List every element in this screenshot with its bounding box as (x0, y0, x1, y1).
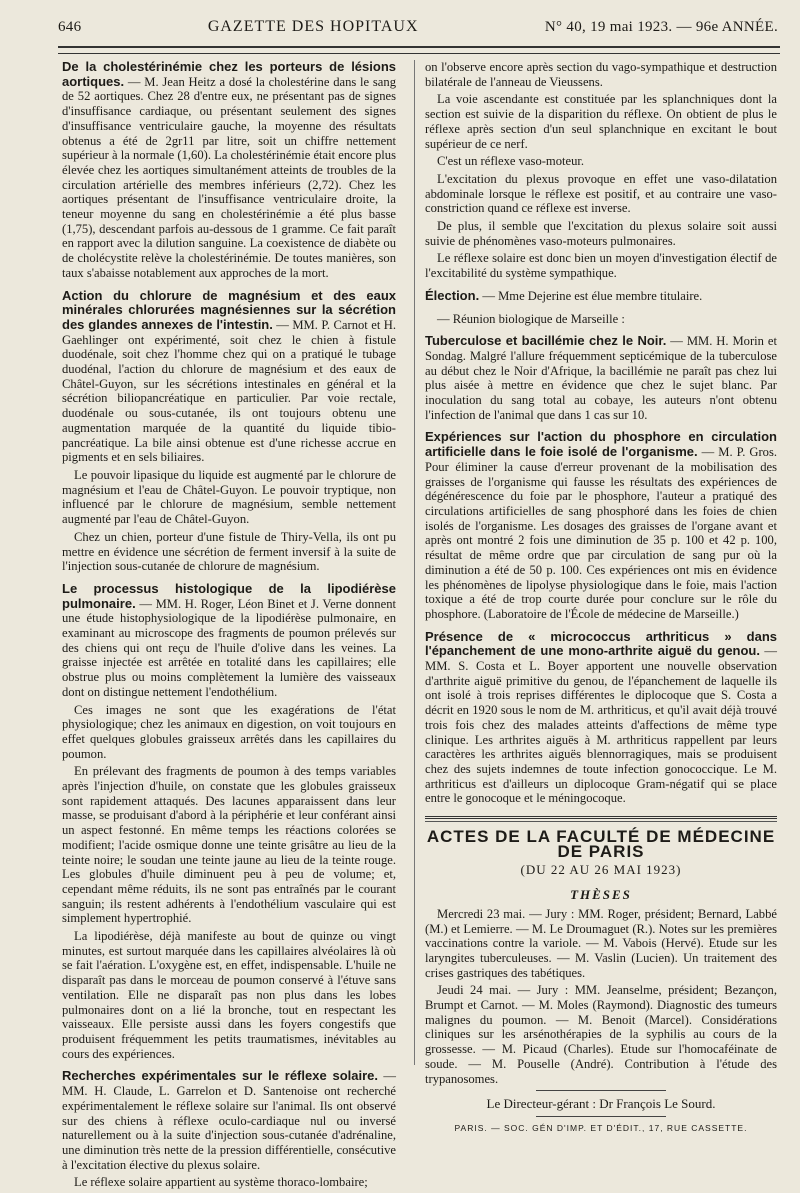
page-number: 646 (58, 19, 82, 35)
article-title: Recherches expérimentales sur le réflexe solaire. (62, 1068, 379, 1084)
theses-wednesday: Mercredi 23 mai. — Jury : MM. Roger, président; Bernard, Labbé (M.) et Lemierre. — M. Le Droumaguet (R.). Notes sur les premières vaccinations contre la variole. — M. Vabois (Hervé). Etude sur les laryngites tuberculeuses. — M. Vaslin (Lucien). Un traitement des crises gastriques des tabétiques. (425, 906, 777, 980)
article-magnesium (62, 289, 396, 465)
theses-heading: THÈSES (570, 887, 632, 903)
right-column (425, 60, 777, 1136)
journal-title: GAZETTE DES HOPITAUX (207, 18, 419, 35)
paragraph: Le pouvoir lipasique du liquide est augmenté par le chlorure de magnésium et l'eau de Châtel-Guyon. Le pouvoir tryptique, non influencé par le chlorure de magnésium, semble nettement augmenté par l'eau de Châtel-Guyon. (62, 467, 396, 527)
issue-info: N° 40, 19 mai 1923. — 96e ANNÉE. (544, 19, 778, 35)
paragraph: L'excitation du plexus provoque en effet une vaso-dilatation abdominale lorsque le réflexe est positif, et au contraire une vaso-constriction quand ce réflexe est inverse. (425, 171, 777, 216)
director-line: Le Directeur-gérant : Dr François Le Sourd. (486, 1096, 716, 1112)
article-title: De la cholestérinémie chez les porteurs de lésions aortiques. (62, 59, 396, 89)
article-body: — MM. P. Carnot et H. Gaehlinger ont expérimenté, soit chez le chien à fistule duodénale, soit chez l'homme chez qui on a pratiqué le tubage duodénal, l'action du chlorure de magnésium et des eaux de Châtel-Guyon, sur les sécrétions intestinales en général et la sécrétion biliopancréatique en particulier. Par voie rectale, duodénale ou sous-cutanée, ils ont toujours obtenu une augmentation marquée de la quantité du liquide tibio-pancréatique. La bile ainsi obtenue est d'une richesse accrue en pigments et en sels biliaires. (62, 317, 396, 465)
article-title: Présence de « micrococcus arthriticus » dans l'épanchement de une mono-arthrite aiguë du genou. (425, 628, 777, 659)
article-lipodierese (62, 582, 396, 700)
divider (536, 1116, 666, 1117)
acts-subtitle: (DU 22 AU 26 MAI 1923) (520, 862, 682, 878)
article-body: — MM. S. Costa et L. Boyer apportent une nouvelle observation d'arthrite aiguë primitive du genou, de l'épanchement de laquelle ils ont isolé à trois reprises différentes le diplocoque que S. Costa a décrit en 1920 sous le nom de M. arthriticus, et qu'il avait déjà trouvé trois fois chez des malades atteints d'affections de même type clinique. Les arthrites aiguës à M. arthriticus rappellent par leurs caractères les arthrites aiguës blennorragiques, mais se produisent chez des sujets indemnes de toute infection gonococcique. Le M. arthriticus est d'ailleurs un diplocoque Gram-négatif qui se place entre le gonocoque et le méningocoque. (425, 644, 777, 806)
paragraph: Le réflexe solaire appartient au système thoraco-lombaire; (74, 1175, 368, 1190)
article-title: Élection. (425, 287, 480, 303)
header-rule (58, 46, 780, 54)
divider (536, 1090, 666, 1091)
paragraph: Le réflexe solaire est donc bien un moyen d'investigation électif de l'excitabilité du système sympathique. (425, 251, 777, 281)
paragraph: En prélevant des fragments de poumon à des temps variables après l'injection d'huile, on constate que les globules graisseux sont rapidement attaqués. Des lacunes apparaissent dans leur masse, se produisant d'abord à la périphérie et leur conférant ainsi un aspect festonné. En même temps les réactions colorées se modifient; l'acide osmique donne une teinte grisâtre au lieu de la teinte noire; le soudan une teinte jaune au lieu de la teinte rouge. Les globules d'huile diminuent peu à peu de volume; et, cependant même réduits, ils ne sont pas entraînés par le courant sanguin; ils restent adhérents à l'endothélium vasculaire qui est simplement hypertrophié. (62, 764, 396, 926)
article-body: — Mme Dejerine est élue membre titulaire. (479, 288, 703, 303)
article-body: — MM. H. Morin et Sondag. Malgré l'allure fréquemment septicémique de la tuberculose au début chez le Noir d'Afrique, la bacillémie ne paraît pas chez lui plus aisée à mettre en évidence que chez le sujet blanc. Par inoculation du sang total au cobaye, les auteurs n'ont obtenu l'infection de l'animal que dans 1 cas sur 10. (425, 334, 777, 422)
paragraph: La lipodiérèse, déjà manifeste au bout de quinze ou vingt minutes, est surtout marquée dans les capillaires alvéolaires là où se fait l'aération. L'oxygène est, en effet, indispensable. L'huile ne disparaît pas dans le morceau de poumon conservé à l'étuve sans ventilation. Elle ne disparaît pas non plus dans les lobes pulmonaires dont on a lié la bronche, tout en respectant les vaisseaux. Elle persiste aussi dans les foyers congestifs que produisent fréquemment les petits traumatismes, inévitables au cours des expériences. (62, 929, 396, 1061)
article-phosphore (425, 430, 777, 621)
article-body: — MM. H. Roger, Léon Binet et J. Verne donnent une étude histophysiologique de la lipodiérèse pulmonaire, en examinant au microscope des fragments de poumon prélevés sur des chiens qui ont reçu de l'huile d'olive dans les veines. La graisse injectée est arrêtée en totalité dans les capillaires; elle obstrue plus ou moins complètement la lumière des vaisseaux dont on distingue nettement l'endothélium. (62, 596, 396, 699)
column-divider (414, 60, 415, 1065)
paragraph: on l'observe encore après section du vago-sympathique et destruction bilatérale de l'anneau de Vieussens. (425, 60, 777, 89)
acts-title: ACTES DE LA FACULTÉ DE MÉDECINE DE PARIS (426, 827, 776, 861)
article-title: Le processus histologique de la lipodiérèse pulmonaire. (62, 580, 396, 611)
article-body: — M. P. Gros. Pour éliminer la cause d'erreur provenant de la mobilisation des graisses de l'organisme qui fausse les résultats des expériences de dégénérescence du foie par le phosphore, l'auteur a pratiqué des circulations artificielles de sang phosphoré dans les foies de chien isolés de l'organisme. Les dosages des graisses de l'organe avant et après ont montré 2 fois une diminution de 35 p. 100 et 42 p. 100, résultat de même ordre que par circulation de sang pur où la diminution a été de 50 p. 100. Ces expériences ont mis en évidence les phénomènes de lipolyse physiologique dans le foie, mais l'action toxique a été de trop courte durée pour conclure sur le rôle du phosphore. (Laboratoire de l'École de médecine de Marseille.) (425, 445, 777, 621)
article-micrococcus (425, 630, 777, 806)
page-header (58, 18, 778, 46)
article-title: Action du chlorure de magnésium et des eaux minérales chlorurées magnésiennes sur la sécrétion des glandes annexes de l'intestin. (62, 287, 396, 332)
paragraph: Ces images ne sont que les exagérations de l'état physiologique; chez les animaux en digestion, on voit toujours en effet quelques globules graisseux arrêtés dans les capillaires du poumon. (62, 702, 396, 761)
article-title: Tuberculose et bacillémie chez le Noir. (425, 333, 667, 349)
article-body: — MM. H. Claude, L. Garrelon et D. Santenoise ont recherché expérimentalement le réflexe solaire sur l'animal. Ils ont observé sur des chiens à réflexe oculo-cardiaque nul ou inversé naturellement ou à la suite d'injection sous-cutanée d'adrénaline, une diminution très nette de la pression différentielle, consécutive à l'excitation élective du plexus solaire. (62, 1069, 396, 1172)
article-tuberculose (425, 334, 777, 422)
paragraph: De plus, il semble que l'excitation du plexus solaire soit aussi suivie de phénomènes vaso-moteurs pulmonaires. (425, 219, 777, 248)
article-title: Expériences sur l'action du phosphore en circulation artificielle dans le foie isolé de l'organisme. (425, 429, 777, 460)
election-notice (425, 289, 777, 304)
paragraph: La voie ascendante est constituée par les splanchniques dont la section est suivie de la disparition du réflexe. On obtient de plus le réflexe après section d'un seul splanchnique en excitant le bout supérieur de ce nerf. (425, 92, 777, 151)
article-cholesterinemie (62, 60, 396, 281)
article-reflexe-solaire (62, 1069, 396, 1172)
paragraph: C'est un réflexe vaso-moteur. (437, 154, 585, 169)
theses-thursday: Jeudi 24 mai. — Jury : MM. Jeanselme, président; Bezançon, Brumpt et Carnot. — M. Moles (Raymond). Diagnostic des tumeurs malignes du poumon. — M. Benoit (Marcel). Considérations cliniques sur les arsénothérapies de la syphilis au cours de la grossesse. — M. Picaud (Charles). Etude sur l'homocaféinate de soude. — M. Pouselle (André). Contribution à l'étude des trypanosomes. (425, 983, 777, 1086)
left-column (62, 60, 396, 1193)
imprint-line: PARIS. — SOC. GÉN D'IMP. ET D'ÉDIT., 17, RUE CASSETTE. (454, 1123, 748, 1133)
paragraph: Chez un chien, porteur d'une fistule de Thiry-Vella, ils ont pu mettre en évidence une sécrétion de ferment inversif à la suite de l'injection sous-cutanée de chlorure de magnésium. (62, 529, 396, 574)
reunion-heading: — Réunion biologique de Marseille : (437, 311, 625, 326)
article-body: — M. Jean Heitz a dosé la cholestérine dans le sang de 52 aortiques. Chez 28 d'entre eux, ne présentant pas de signes d'insuffisance cardiaque, ou présentant seulement des signes d'insuffisance ventriculaire gauche, la moyenne des résultats obtenus a été de 2gr11 par litre, soit un chiffre nettement supérieur à la normale (1,60). La cholestérinémie était encore plus élevée chez les aortiques simultanément atteints de troubles de la circulation artérielle des membres inférieurs (2,72). Chez les aortiques présentant de l'insuffisance ventriculaire droite, la teneur moyenne du sang en cholestérinémie a été plus basse (1,75), descendant parfois au-dessous de 1 gramme. Ce fait paraît en rapport avec la dilution sanguine. La coexistence de diabète ou de cholécystite relève la cholestérinémie. De toutes manières, son taux s'abaisse notablement aux approches de la mort. (62, 74, 396, 280)
section-rule (425, 816, 777, 822)
